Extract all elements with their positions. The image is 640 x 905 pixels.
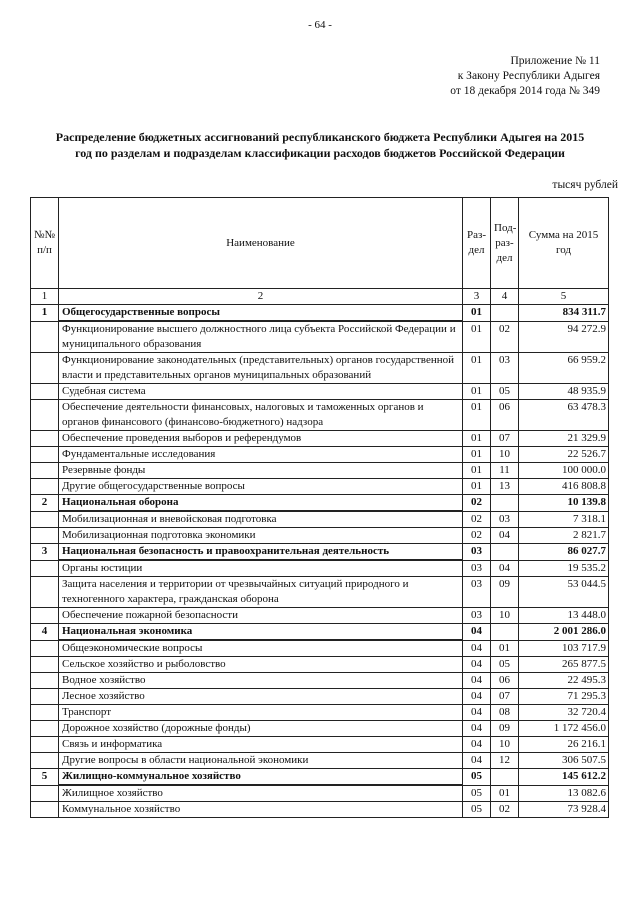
table-row xyxy=(31,400,609,431)
row-section-code: 05 xyxy=(463,802,491,818)
row-name: Жилищно-коммунальное хозяйство xyxy=(59,769,463,786)
row-amount: 48 935.9 xyxy=(519,384,609,400)
row-subsection-code xyxy=(491,544,519,561)
row-subsection-code: 10 xyxy=(491,737,519,753)
row-amount: 73 928.4 xyxy=(519,802,609,818)
row-name: Сельское хозяйство и рыболовство xyxy=(59,657,463,673)
row-name: Национальная оборона xyxy=(59,495,463,512)
row-section-code: 04 xyxy=(463,673,491,689)
row-subsection-code xyxy=(491,495,519,512)
row-section-code: 01 xyxy=(463,479,491,495)
row-subsection-code: 12 xyxy=(491,753,519,769)
row-section-code: 02 xyxy=(463,528,491,544)
row-number xyxy=(31,673,59,689)
row-number: 5 xyxy=(31,769,59,786)
row-number: 2 xyxy=(31,495,59,512)
row-name: Другие общегосударственные вопросы xyxy=(59,479,463,495)
row-name: Обеспечение пожарной безопасности xyxy=(59,608,463,624)
table-row xyxy=(31,384,609,400)
row-amount: 145 612.2 xyxy=(519,769,609,786)
row-subsection-code: 09 xyxy=(491,577,519,608)
row-name: Общеэкономические вопросы xyxy=(59,640,463,657)
row-number xyxy=(31,689,59,705)
row-subsection-code xyxy=(491,769,519,786)
row-amount: 26 216.1 xyxy=(519,737,609,753)
table-row xyxy=(31,737,609,753)
row-section-code: 04 xyxy=(463,753,491,769)
row-subsection-code: 01 xyxy=(491,785,519,802)
row-amount: 86 027.7 xyxy=(519,544,609,561)
section-row xyxy=(31,769,609,786)
row-section-code: 03 xyxy=(463,560,491,577)
row-amount: 100 000.0 xyxy=(519,463,609,479)
row-section-code: 01 xyxy=(463,447,491,463)
column-number: 1 xyxy=(31,289,59,305)
header-subsection: Под- раз- дел xyxy=(491,198,519,289)
row-number xyxy=(31,400,59,431)
row-amount: 19 535.2 xyxy=(519,560,609,577)
row-number xyxy=(31,721,59,737)
row-name: Лесное хозяйство xyxy=(59,689,463,705)
row-subsection-code: 03 xyxy=(491,353,519,384)
row-subsection-code: 07 xyxy=(491,431,519,447)
row-name: Органы юстиции xyxy=(59,560,463,577)
table-row xyxy=(31,353,609,384)
row-amount: 53 044.5 xyxy=(519,577,609,608)
row-section-code: 04 xyxy=(463,721,491,737)
table-row xyxy=(31,528,609,544)
column-number: 4 xyxy=(491,289,519,305)
row-name: Резервные фонды xyxy=(59,463,463,479)
budget-table xyxy=(30,197,609,818)
row-amount: 306 507.5 xyxy=(519,753,609,769)
row-name: Функционирование высшего должностного лица субъекта Российской Федерации и муниципального образования xyxy=(59,321,463,353)
row-section-code: 01 xyxy=(463,353,491,384)
row-name: Связь и информатика xyxy=(59,737,463,753)
table-row xyxy=(31,705,609,721)
row-number xyxy=(31,463,59,479)
row-amount: 66 959.2 xyxy=(519,353,609,384)
row-number xyxy=(31,431,59,447)
row-section-code: 05 xyxy=(463,785,491,802)
row-section-code: 03 xyxy=(463,577,491,608)
row-amount: 265 877.5 xyxy=(519,657,609,673)
row-section-code: 03 xyxy=(463,608,491,624)
row-name: Судебная система xyxy=(59,384,463,400)
title-line-2: год по разделам и подразделам классификации расходов бюджетов Российской Федерации xyxy=(75,146,565,160)
row-subsection-code: 02 xyxy=(491,802,519,818)
row-name: Обеспечение деятельности финансовых, налоговых и таможенных органов и органов финансового (финансово-бюджетного) надзора xyxy=(59,400,463,431)
row-subsection-code: 06 xyxy=(491,400,519,431)
row-amount: 7 318.1 xyxy=(519,511,609,528)
row-amount: 22 495.3 xyxy=(519,673,609,689)
table-row xyxy=(31,577,609,608)
row-subsection-code: 04 xyxy=(491,528,519,544)
row-section-code: 04 xyxy=(463,705,491,721)
row-number xyxy=(31,321,59,353)
header-amount: Сумма на 2015 год xyxy=(519,198,609,289)
row-number xyxy=(31,640,59,657)
table-row xyxy=(31,447,609,463)
row-amount: 71 295.3 xyxy=(519,689,609,705)
row-subsection-code: 05 xyxy=(491,657,519,673)
row-amount: 13 082.6 xyxy=(519,785,609,802)
section-row xyxy=(31,495,609,512)
appendix-line-1: Приложение № 11 xyxy=(510,55,600,67)
column-number: 5 xyxy=(519,289,609,305)
table-row xyxy=(31,785,609,802)
row-name: Мобилизационная и вневойсковая подготовка xyxy=(59,511,463,528)
table-row xyxy=(31,802,609,818)
table-row xyxy=(31,657,609,673)
table-row xyxy=(31,608,609,624)
row-number xyxy=(31,353,59,384)
row-name: Функционирование законодательных (представительных) органов государственной власти и представительных органов муниципальных образований xyxy=(59,353,463,384)
row-number xyxy=(31,577,59,608)
row-number xyxy=(31,560,59,577)
header-name: Наименование xyxy=(59,198,463,289)
section-row xyxy=(31,624,609,641)
row-amount: 13 448.0 xyxy=(519,608,609,624)
row-subsection-code: 10 xyxy=(491,447,519,463)
row-section-code: 04 xyxy=(463,657,491,673)
row-amount: 2 821.7 xyxy=(519,528,609,544)
row-section-code: 01 xyxy=(463,463,491,479)
row-amount: 2 001 286.0 xyxy=(519,624,609,641)
row-number xyxy=(31,705,59,721)
row-number: 1 xyxy=(31,305,59,322)
row-subsection-code: 03 xyxy=(491,511,519,528)
row-subsection-code xyxy=(491,305,519,322)
row-subsection-code: 04 xyxy=(491,560,519,577)
section-row xyxy=(31,544,609,561)
row-number: 4 xyxy=(31,624,59,641)
section-row xyxy=(31,305,609,322)
title-line-1: Распределение бюджетных ассигнований республиканского бюджета Республики Адыгея на 2015 xyxy=(55,130,585,144)
row-amount: 21 329.9 xyxy=(519,431,609,447)
table-row xyxy=(31,721,609,737)
row-number xyxy=(31,737,59,753)
row-subsection-code: 02 xyxy=(491,321,519,353)
row-subsection-code xyxy=(491,624,519,641)
row-section-code: 04 xyxy=(463,640,491,657)
row-subsection-code: 11 xyxy=(491,463,519,479)
row-number xyxy=(31,511,59,528)
document-title xyxy=(20,129,620,161)
row-section-code: 01 xyxy=(463,400,491,431)
table-row xyxy=(31,753,609,769)
row-number xyxy=(31,384,59,400)
row-amount: 10 139.8 xyxy=(519,495,609,512)
row-section-code: 01 xyxy=(463,431,491,447)
appendix-line-2: к Закону Республики Адыгея xyxy=(457,70,600,82)
table-row xyxy=(31,511,609,528)
row-section-code: 02 xyxy=(463,495,491,512)
row-section-code: 01 xyxy=(463,384,491,400)
row-name: Коммунальное хозяйство xyxy=(59,802,463,818)
table-row xyxy=(31,463,609,479)
appendix-reference xyxy=(450,54,600,99)
row-number xyxy=(31,657,59,673)
row-subsection-code: 01 xyxy=(491,640,519,657)
row-name: Национальная безопасность и правоохранительная деятельность xyxy=(59,544,463,561)
row-section-code: 01 xyxy=(463,305,491,322)
row-name: Общегосударственные вопросы xyxy=(59,305,463,322)
row-section-code: 04 xyxy=(463,737,491,753)
row-name: Защита населения и территории от чрезвычайных ситуаций природного и техногенного характера, гражданская оборона xyxy=(59,577,463,608)
row-name: Другие вопросы в области национальной экономики xyxy=(59,753,463,769)
row-amount: 22 526.7 xyxy=(519,447,609,463)
row-amount: 103 717.9 xyxy=(519,640,609,657)
row-name: Фундаментальные исследования xyxy=(59,447,463,463)
table-row xyxy=(31,560,609,577)
row-amount: 1 172 456.0 xyxy=(519,721,609,737)
row-number xyxy=(31,447,59,463)
row-number xyxy=(31,528,59,544)
row-subsection-code: 10 xyxy=(491,608,519,624)
row-name: Обеспечение проведения выборов и референдумов xyxy=(59,431,463,447)
column-number: 3 xyxy=(463,289,491,305)
row-number xyxy=(31,479,59,495)
row-amount: 94 272.9 xyxy=(519,321,609,353)
row-section-code: 04 xyxy=(463,624,491,641)
table-row xyxy=(31,321,609,353)
row-name: Национальная экономика xyxy=(59,624,463,641)
table-row xyxy=(31,479,609,495)
table-body xyxy=(31,305,609,818)
table-header-row xyxy=(31,198,609,289)
row-name: Мобилизационная подготовка экономики xyxy=(59,528,463,544)
row-section-code: 03 xyxy=(463,544,491,561)
row-name: Жилищное хозяйство xyxy=(59,785,463,802)
row-subsection-code: 08 xyxy=(491,705,519,721)
column-number: 2 xyxy=(59,289,463,305)
table-row xyxy=(31,431,609,447)
row-amount: 834 311.7 xyxy=(519,305,609,322)
page-number: - 64 - xyxy=(308,19,332,31)
table-row xyxy=(31,673,609,689)
column-number-row xyxy=(31,289,609,305)
row-number: 3 xyxy=(31,544,59,561)
table-row xyxy=(31,640,609,657)
table-row xyxy=(31,689,609,705)
row-name: Транспорт xyxy=(59,705,463,721)
row-subsection-code: 07 xyxy=(491,689,519,705)
appendix-line-3: от 18 декабря 2014 года № 349 xyxy=(450,85,600,97)
row-subsection-code: 06 xyxy=(491,673,519,689)
units-label: тысяч рублей xyxy=(552,179,618,191)
row-section-code: 05 xyxy=(463,769,491,786)
row-section-code: 04 xyxy=(463,689,491,705)
row-amount: 416 808.8 xyxy=(519,479,609,495)
row-section-code: 01 xyxy=(463,321,491,353)
row-subsection-code: 09 xyxy=(491,721,519,737)
row-number xyxy=(31,608,59,624)
row-amount: 32 720.4 xyxy=(519,705,609,721)
row-subsection-code: 05 xyxy=(491,384,519,400)
row-number xyxy=(31,753,59,769)
row-section-code: 02 xyxy=(463,511,491,528)
header-num: №№ п/п xyxy=(31,198,59,289)
row-name: Водное хозяйство xyxy=(59,673,463,689)
row-number xyxy=(31,802,59,818)
row-name: Дорожное хозяйство (дорожные фонды) xyxy=(59,721,463,737)
row-subsection-code: 13 xyxy=(491,479,519,495)
row-amount: 63 478.3 xyxy=(519,400,609,431)
row-number xyxy=(31,785,59,802)
header-section: Раз- дел xyxy=(463,198,491,289)
